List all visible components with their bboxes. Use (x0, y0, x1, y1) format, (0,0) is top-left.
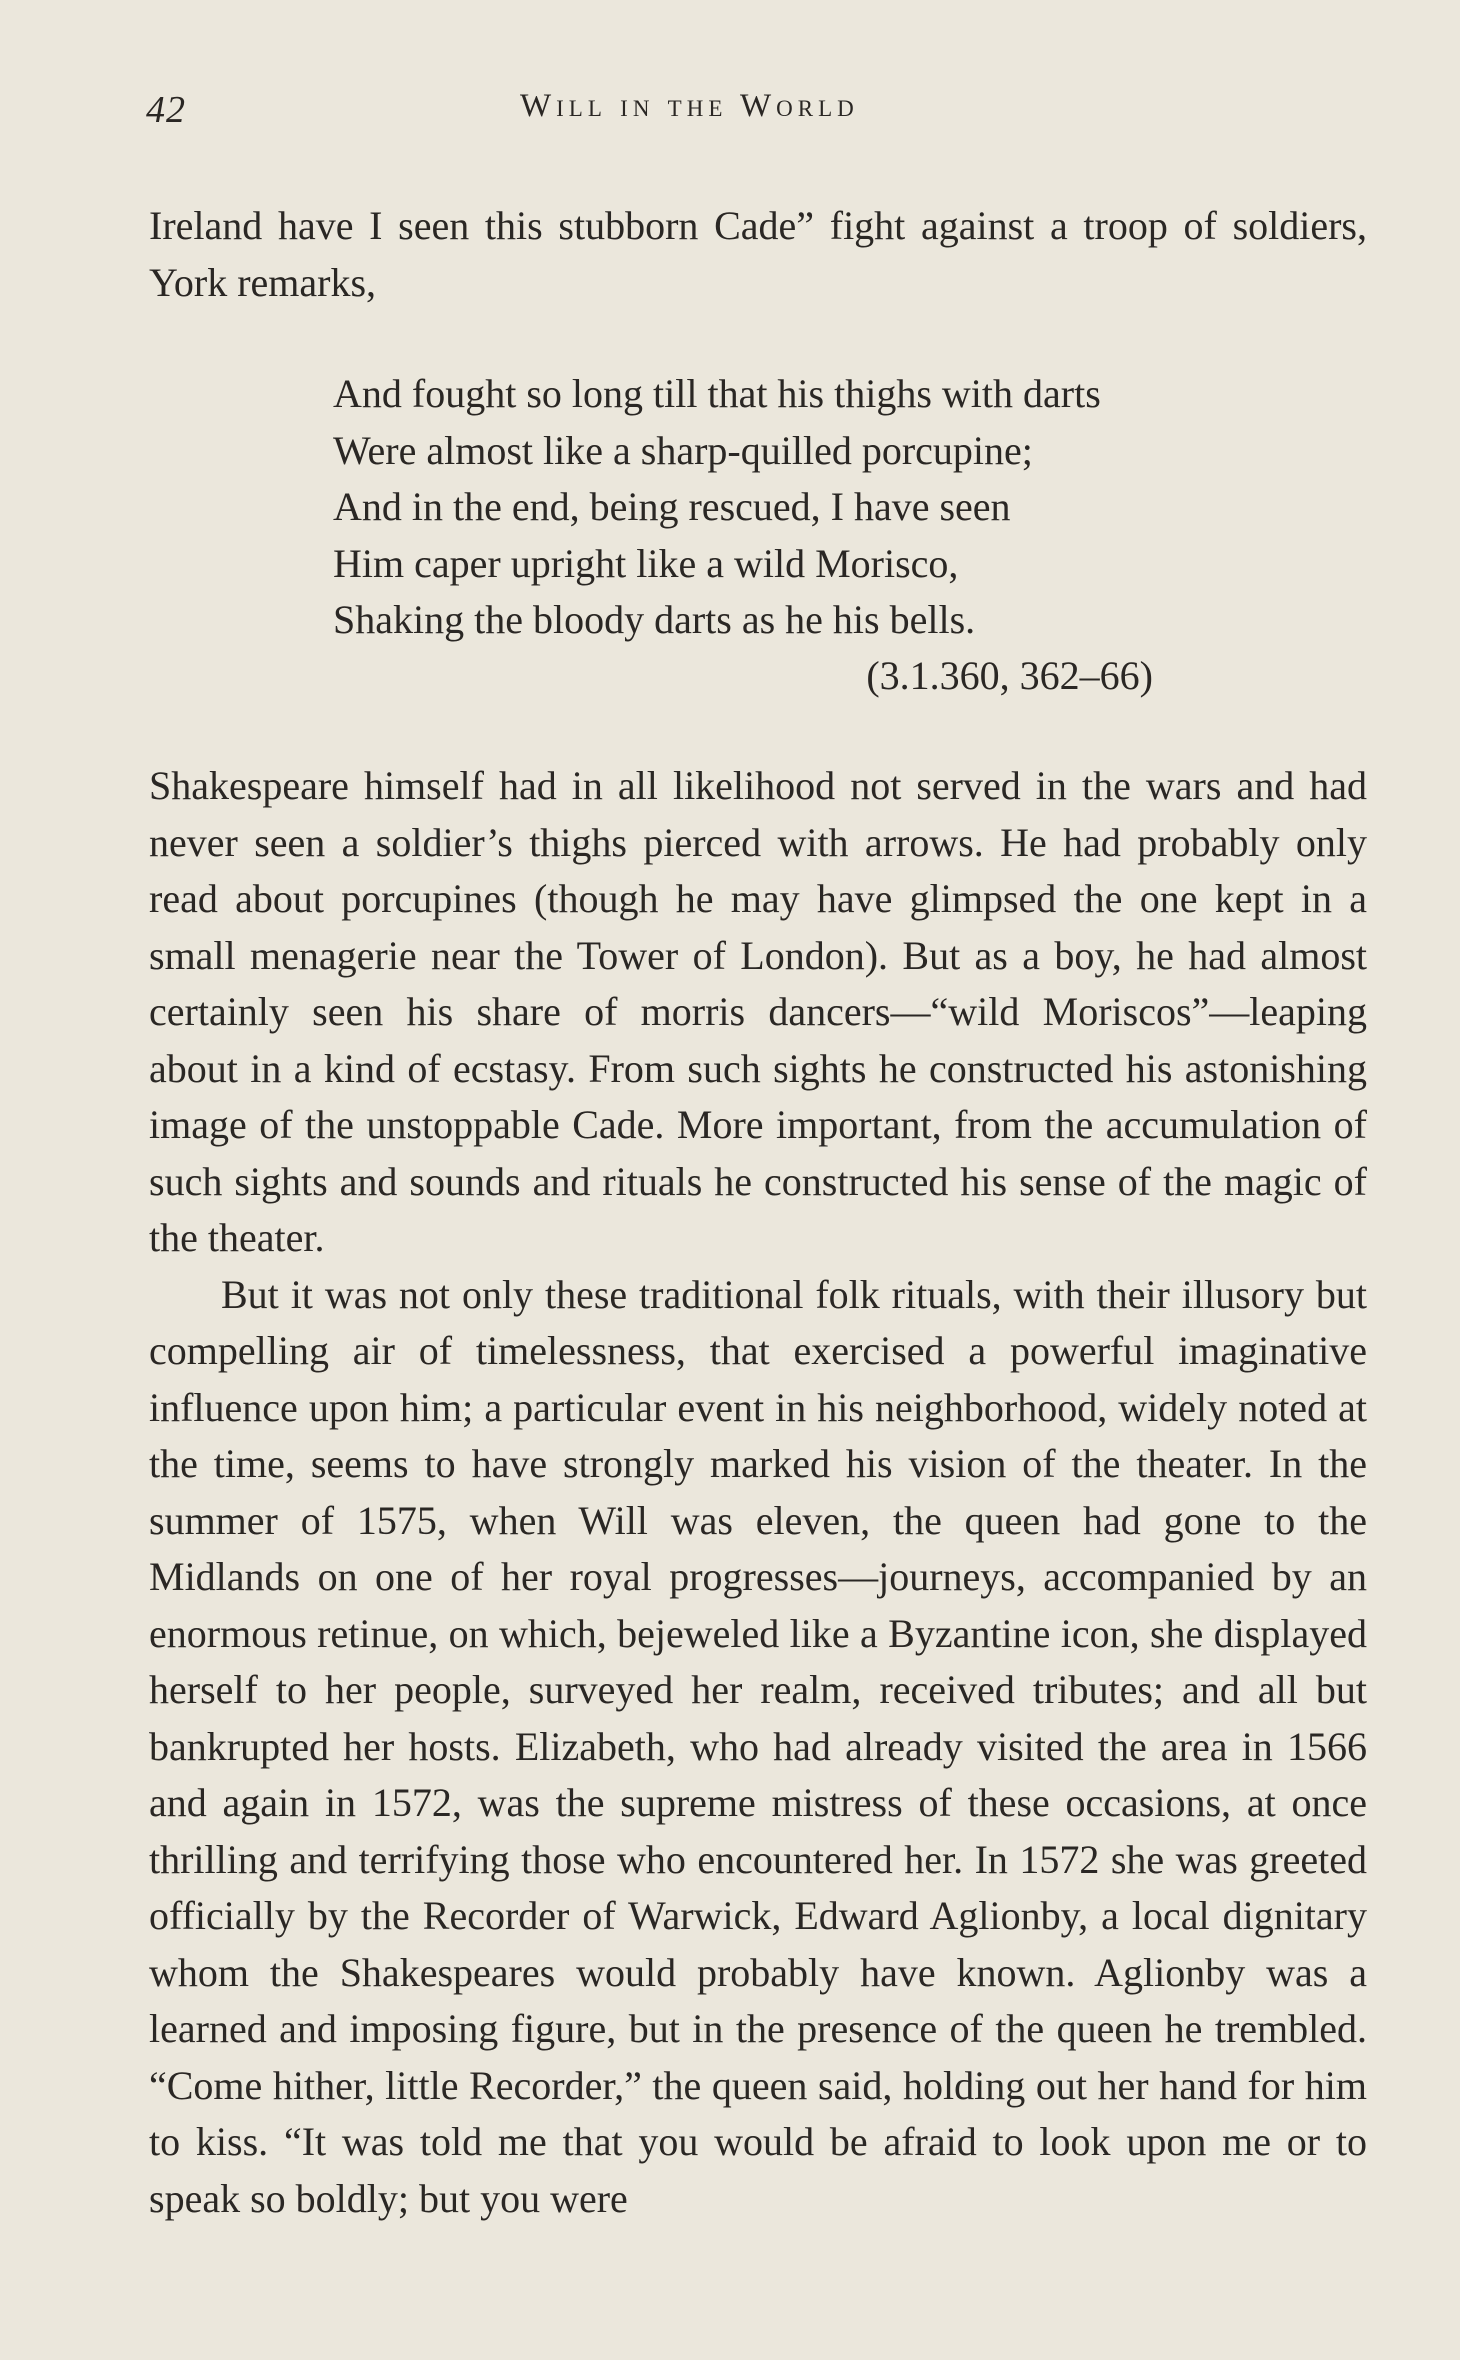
verse-line: Shaking the bloody darts as he his bells. (333, 597, 976, 642)
body-text (149, 758, 1367, 2227)
verse-line: And fought so long till that his thighs with darts (333, 371, 1101, 416)
verse-quotation (333, 366, 1153, 698)
verse-line: And in the end, being rescued, I have seen (333, 484, 1011, 529)
verse-line: Were almost like a sharp-quilled porcupine; (333, 427, 1033, 473)
verse-citation: (3.1.360, 362–66) (866, 653, 1153, 698)
body-paragraph: But it was not only these traditional folk rituals, with their illusory but compelling air of timelessness, that exercised a powerful imaginative influence upon him; a particular event in his neighborhood, widely noted at the time, seems to have strongly marked his vision of the theater. In the summer of 1575, when Will was eleven, the queen had gone to the Midlands on one of her royal progresses—journeys, accompanied by an enormous retinue, on which, bejeweled like a Byzantine icon, she displayed herself to her people, surveyed her realm, received tributes; and all but bankrupted her hosts. Elizabeth, who had already visited the area in 1566 and again in 1572, was the supreme mistress of these occasions, at once thrilling and terrifying those who encountered her. In 1572 she was greeted officially by the Recorder of Warwick, Edward Aglionby, a local dignitary whom the Shakespeares would probably have known. Aglionby was a learned and imposing figure, but in the presence of the queen he trembled. “Come hither, little Recorder,” the queen said, holding out her hand for him to kiss. “It was told me that you would be afraid to look upon me or to speak so boldly; but you were (149, 1271, 1367, 2221)
running-head (0, 88, 1460, 148)
verse-line: Him caper upright like a wild Morisco, (333, 540, 959, 586)
body-paragraph: Shakespeare himself had in all likelihood not served in the wars and had never seen a soldier’s thighs pierced with arrows. He had probably only read about porcupines (though he may have glimpsed the one kept in a small menagerie near the Tower of London). But as a boy, he had almost certainly seen his share of morris dancers—“wild Moriscos”—leaping about in a kind of ecstasy. From such sights he constructed his astonishing image of the unstoppable Cade. More important, from the accumulation of such sights and sounds and rituals he constructed his sense of the magic of the theater. (149, 763, 1367, 1260)
page-number: 42 (146, 89, 186, 131)
opening-paragraph: Ireland have I seen this stubborn Cade” fight against a troop of soldiers, York remarks, (149, 203, 1367, 305)
running-title: Will in the World (520, 88, 859, 124)
opening-paragraph-block (149, 198, 1367, 311)
